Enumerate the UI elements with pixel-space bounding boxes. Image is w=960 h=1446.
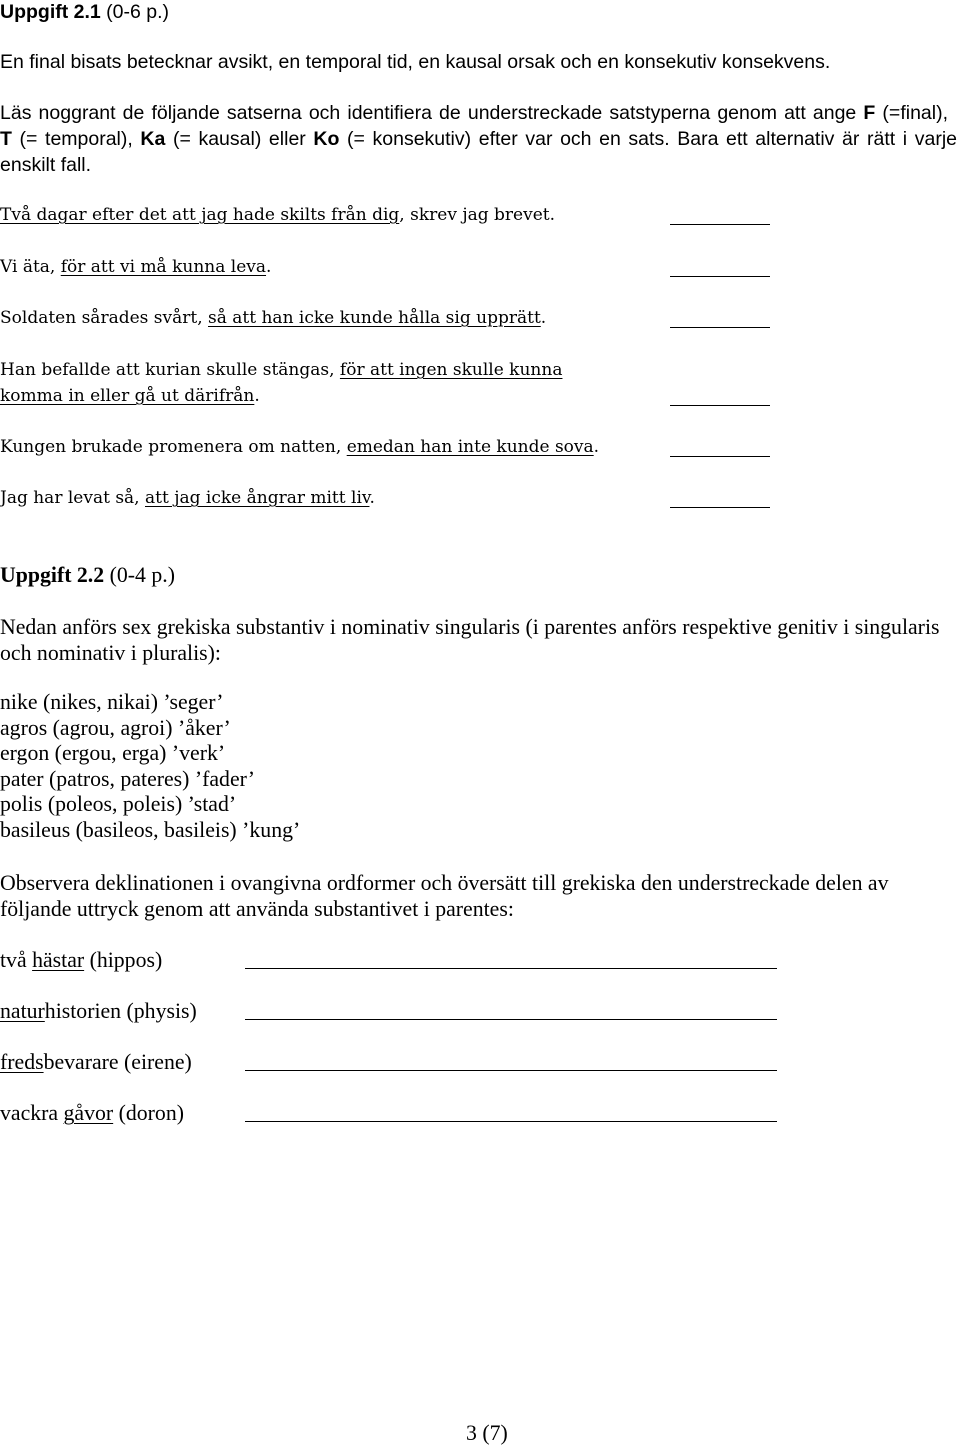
underlined-part: gåvor xyxy=(63,1101,114,1125)
instructions-text: Läs noggrant de följande satserna och identifiera de understreckade satstyperna genom att ange xyxy=(0,102,864,124)
underlined-clause: att jag icke ångrar mitt liv xyxy=(145,488,370,508)
answer-blank xyxy=(670,405,770,406)
answer-blank xyxy=(670,224,770,225)
answer-blank xyxy=(245,1019,777,1020)
noun-item: nike (nikes, nikai) ’seger’ xyxy=(0,690,224,714)
sentence-text: , skrev jag brevet. xyxy=(399,205,555,225)
underlined-clause: för att vi må kunna leva xyxy=(60,257,267,277)
sentence-4 xyxy=(0,357,562,409)
answer-blank xyxy=(245,1121,777,1122)
clause-definition: En final bisats betecknar avsikt, en temporal tid, en kausal orsak och en konsekutiv konsekvens. xyxy=(0,51,831,73)
label-final: F xyxy=(863,102,876,124)
underlined-clause: komma in eller gå ut därifrån xyxy=(0,386,255,406)
task-2-1-points: (0-6 p.) xyxy=(106,1,170,23)
task-2-2-heading xyxy=(0,562,175,588)
underlined-part: natur xyxy=(0,999,45,1023)
expression-text: två xyxy=(0,948,33,972)
task-2-2-instruction-line-2: följande uttryck genom att använda substantivet i parentes: xyxy=(0,897,514,921)
answer-blank xyxy=(670,456,770,457)
page-number: 3 (7) xyxy=(466,1421,508,1445)
sentence-text: . xyxy=(593,437,600,457)
instructions-line-2 xyxy=(0,126,957,152)
sentence-text: . xyxy=(540,308,547,328)
answer-blank xyxy=(670,276,770,277)
task-2-2-instruction-line-1: Observera deklinationen i ovangivna ordformer och översätt till grekiska den understreckade delen av xyxy=(0,871,889,895)
sentence-2 xyxy=(0,254,271,280)
task-2-2-intro-line-1: Nedan anförs sex grekiska substantiv i nominativ singularis (i parentes anförs respektive genitiv i singularis xyxy=(0,615,940,639)
expression-text: (hippos) xyxy=(84,948,163,972)
answer-blank xyxy=(245,968,777,969)
sentence-text: Han befallde att kurian skulle stängas, xyxy=(0,360,340,380)
underlined-part: freds xyxy=(0,1050,44,1074)
expression-text: (doron) xyxy=(113,1101,184,1125)
instructions-line-1 xyxy=(0,100,948,126)
label-konsekutiv: Ko xyxy=(313,128,340,150)
noun-item: polis (poleos, poleis) ’stad’ xyxy=(0,792,237,817)
sentence-text: Soldaten sårades svårt, xyxy=(0,308,209,328)
expression-3 xyxy=(0,1049,192,1075)
underlined-clause: för att ingen skulle kunna xyxy=(339,360,563,380)
instructions-text: (= konsekutiv) efter var och en sats. Bara ett alternativ är rätt i varje xyxy=(339,128,957,150)
underlined-clause: emedan han inte kunde sova xyxy=(346,437,594,457)
sentence-text: Vi äta, xyxy=(0,257,61,277)
sentence-3 xyxy=(0,305,546,331)
noun-item: pater (patros, pateres) ’fader’ xyxy=(0,766,255,791)
noun-item: ergon (ergou, erga) ’verk’ xyxy=(0,741,226,766)
underlined-clause: så att han icke kunde hålla sig upprätt xyxy=(208,308,541,328)
task-2-1-heading xyxy=(0,0,169,24)
task-2-2-title: Uppgift 2.2 xyxy=(0,563,105,587)
sentence-text: Kungen brukade promenera om natten, xyxy=(0,437,347,457)
instructions-text: (= kausal) eller xyxy=(165,128,314,150)
underlined-clause: Två dagar efter det att jag hade skilts från dig xyxy=(0,205,400,225)
task-2-2-intro-line-2: och nominativ i pluralis): xyxy=(0,641,221,665)
answer-blank xyxy=(670,327,770,328)
sentence-line xyxy=(0,357,562,383)
noun-item: basileus (basileos, basileis) ’kung’ xyxy=(0,817,301,842)
sentence-line xyxy=(0,383,562,409)
expression-4 xyxy=(0,1100,184,1126)
task-2-1-title: Uppgift 2.1 xyxy=(0,1,101,23)
sentence-text: . xyxy=(369,488,375,508)
sentence-text: Jag har levat så, xyxy=(0,488,145,508)
sentence-1 xyxy=(0,202,555,228)
label-temporal: T xyxy=(0,128,12,150)
instructions-text: (= temporal), xyxy=(11,128,141,150)
expression-text: historien (physis) xyxy=(44,999,197,1023)
noun-list xyxy=(0,690,300,844)
instructions-line-3: enskilt fall. xyxy=(0,154,92,176)
answer-blank xyxy=(245,1070,777,1071)
sentence-5 xyxy=(0,434,599,460)
task-2-2-points: (0-4 p.) xyxy=(109,563,175,587)
expression-text: bevarare (eirene) xyxy=(43,1050,192,1074)
sentence-6 xyxy=(0,485,375,511)
instructions-text: (=final), xyxy=(875,102,948,124)
sentence-text: . xyxy=(254,386,260,406)
expression-text: vackra xyxy=(0,1101,64,1125)
expression-2 xyxy=(0,998,197,1024)
sentence-text: . xyxy=(266,257,272,277)
expression-1 xyxy=(0,947,162,973)
answer-blank xyxy=(670,507,770,508)
underlined-part: hästar xyxy=(32,948,85,972)
noun-item: agros (agrou, agroi) ’åker’ xyxy=(0,715,231,740)
label-kausal: Ka xyxy=(140,128,166,150)
